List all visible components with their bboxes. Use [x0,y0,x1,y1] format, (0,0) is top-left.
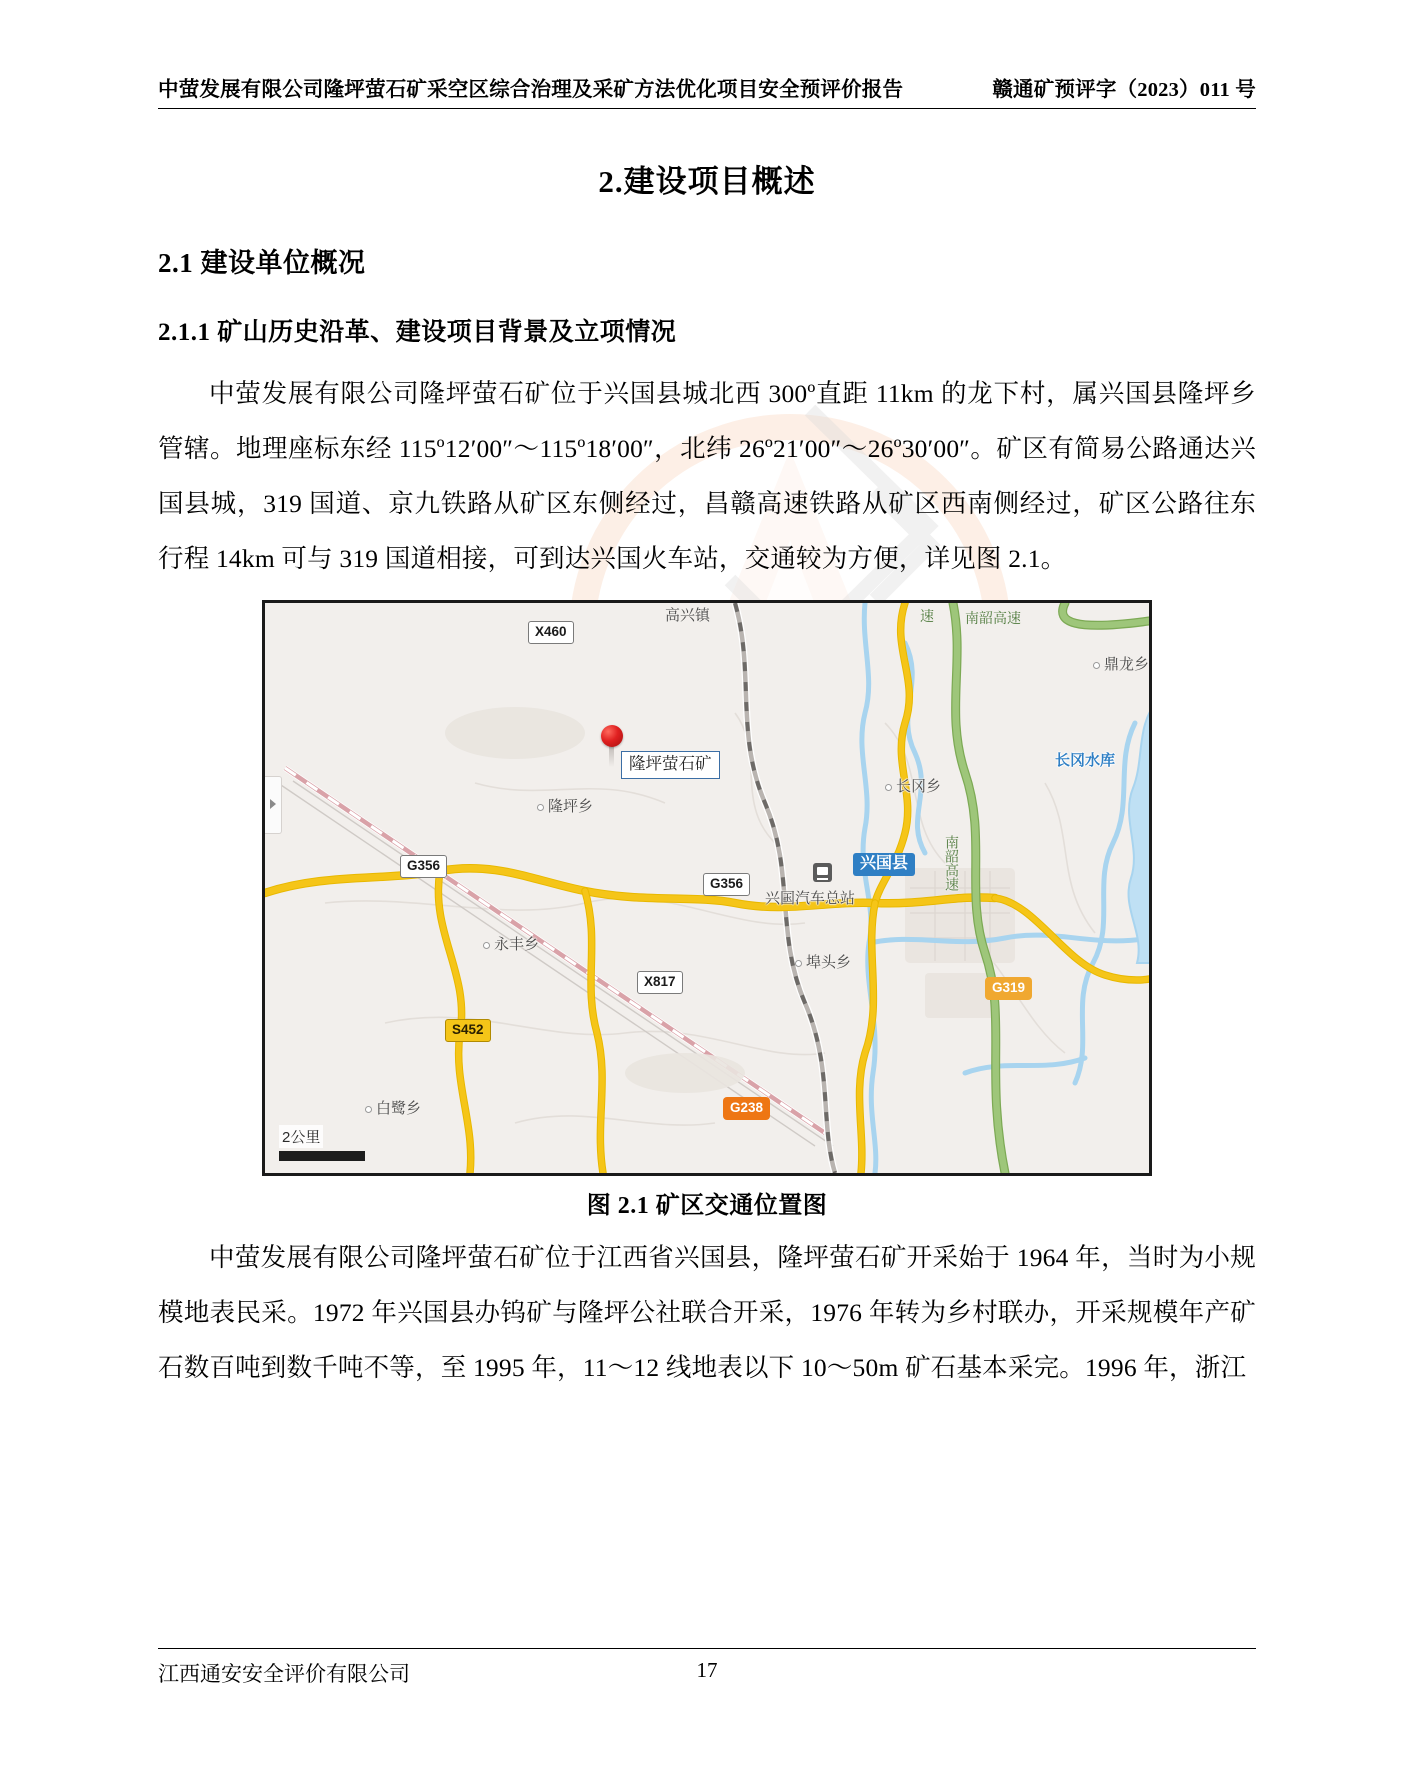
map-label-expressway-su: 速 [920,608,934,624]
map-image[interactable] [262,600,1152,1176]
bus-station-icon [813,863,832,882]
map-label-gaoxingzhen: 高兴镇 [665,607,711,624]
figure-2-1 [158,600,1256,1220]
map-label-longpingxiang: 隆坪乡 [537,799,593,814]
page-title: 2.建设项目概述 [598,164,816,199]
page-header [158,72,1256,109]
figure-caption: 图 2.1 矿区交通位置图 [586,1193,828,1219]
map-label-bus-station: 兴国汽车总站 [765,890,856,907]
road-shield-g238: G238 [723,1097,770,1120]
section-heading: 2.1 建设单位概况 [158,248,366,278]
paragraph-2: 中萤发展有限公司隆坪萤石矿位于江西省兴国县，隆坪萤石矿开采始于 1964 年，当时为小规模地表民采。1972 年兴国县办钨矿与隆坪公社联合开采，1976 年转为乡村联办，开采规模年产矿石数百吨到数千吨不等，至 1995 年，11～12 线地表以下 10～50m 矿石基本采完。1996 年，浙江 [158,1243,1256,1382]
header-doc-number: 赣通矿预评字（2023）011 号 [992,79,1256,101]
map-label-buotouxiang: 埠头乡 [795,955,851,970]
map-label-xingguoxian: 兴国县 [853,853,915,876]
road-shield-s452: S452 [445,1019,491,1042]
map-scale-label: 2公里 [279,1125,323,1148]
map-label-changgang-reservoir: 长冈水库 [1055,752,1116,769]
road-shield-g356-east: G356 [703,873,750,896]
map-label-changgangxiang: 长冈乡 [885,779,941,794]
footer-company: 江西通安安全评价有限公司 [158,1662,410,1686]
road-shield-g356-west: G356 [400,855,447,878]
map-label-bailuxiang: 白鹭乡 [365,1101,421,1116]
footer-divider [158,1648,1256,1649]
road-shield-g319: G319 [985,977,1032,1000]
paragraph-1: 中萤发展有限公司隆坪萤石矿位于兴国县城北西 300º直距 11km 的龙下村，属兴国县隆坪乡管辖。地理座标东经 115º12′00″～115º18′00″，北纬 26º21′00″～26º30′00″。矿区有简易公路通达兴国县城，319 国道、京九铁路从矿区东侧经过，昌赣高速铁路从矿区西南侧经过，矿区公路往东行程 14km 可与 319 国道相接，可到达兴国火车站，交通较为方便，详见图 2.1。 [158,379,1256,573]
subsection-heading: 2.1.1 矿山历史沿革、建设项目背景及立项情况 [158,319,677,346]
map-label-yongfengxiang: 永丰乡 [483,937,539,952]
map-marker-pin[interactable] [601,725,623,747]
map-scale-bar [279,1125,365,1161]
map-label-mine-site: 隆坪萤石矿 [621,751,720,779]
map-label-dinglongxiang: 鼎龙乡 [1093,657,1149,672]
road-shield-x817: X817 [637,971,683,994]
document-content [158,130,1256,1395]
road-shield-x460: X460 [528,621,574,644]
pin-head [601,725,623,747]
map-scale-rule [279,1151,365,1161]
footer-page-number: 17 [696,1658,718,1682]
map-panel-toggle[interactable] [265,776,282,834]
header-divider [158,108,1256,109]
page-footer [158,1648,1256,1688]
map-label-nanshao-expressway-side: 南韶高速 [944,835,960,891]
header-title: 中萤发展有限公司隆坪萤石矿采空区综合治理及采矿方法优化项目安全预评价报告 [158,79,904,101]
map-label-nanshao-expressway-top: 南韶高速 [965,610,1021,626]
